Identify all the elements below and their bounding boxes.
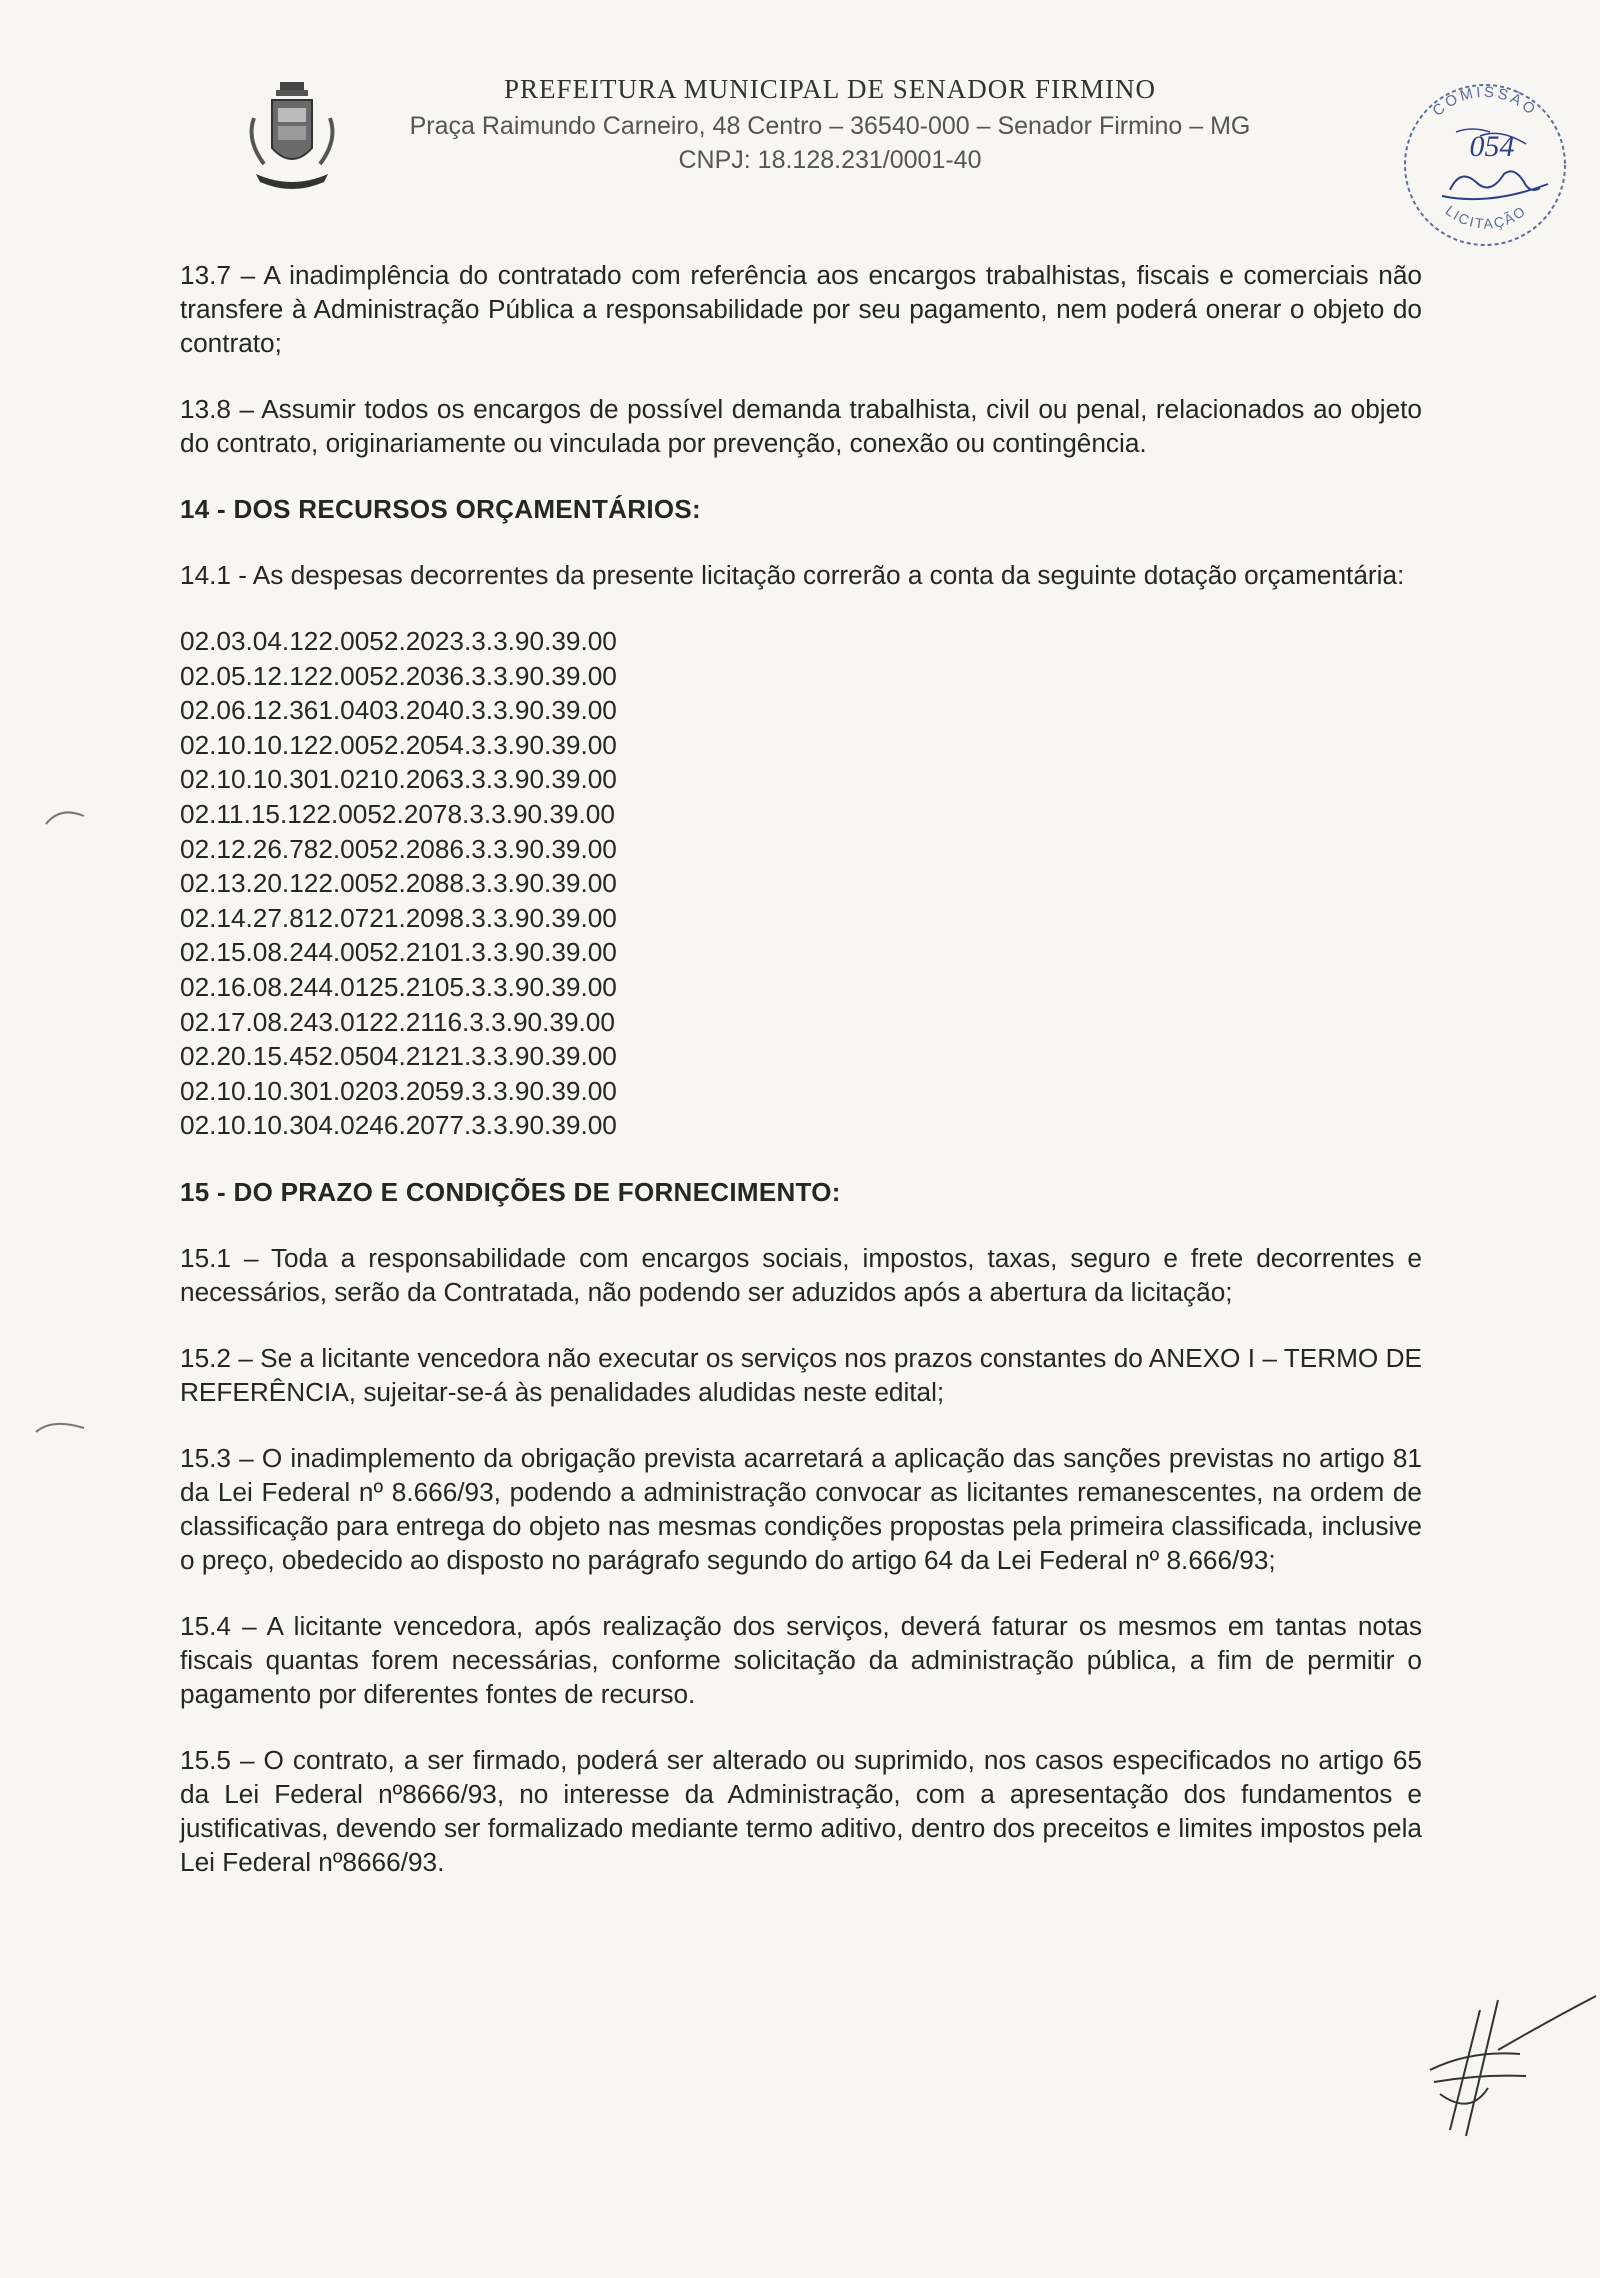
- budget-code: 02.16.08.244.0125.2105.3.3.90.39.00: [180, 971, 617, 1002]
- handwritten-signature: [1410, 1990, 1600, 2140]
- clause-13-7: 13.7 – A inadimplência do contratado com referência aos encargos trabalhistas, fiscais e comerciais não transfere à Administração Pública a responsabilidade por seu pagamento, nem poderá onerar o objeto do contrato;: [180, 260, 1422, 358]
- budget-code: 02.10.10.122.0052.2054.3.3.90.39.00: [180, 729, 617, 760]
- budget-code: 02.06.12.361.0403.2040.3.3.90.39.00: [180, 695, 617, 726]
- budget-code: 02.15.08.244.0052.2101.3.3.90.39.00: [180, 937, 617, 968]
- letterhead-title: PREFEITURA MUNICIPAL DE SENADOR FIRMINO: [503, 74, 1157, 104]
- stamp-top-text: COMISSÃO: [1429, 83, 1541, 120]
- letterhead-cnpj: CNPJ: 18.128.231/0001-40: [678, 146, 982, 174]
- budget-code-list: [180, 624, 1422, 1143]
- svg-text:COMISSÃO: [1429, 84, 1540, 120]
- commission-stamp: [1380, 70, 1590, 250]
- margin-mark: [40, 800, 90, 840]
- budget-code: 02.14.27.812.0721.2098.3.3.90.39.00: [180, 902, 617, 933]
- budget-code: 02.13.20.122.0052.2088.3.3.90.39.00: [180, 868, 617, 899]
- document-body: [180, 258, 1422, 1911]
- section-15-heading: 15 - DO PRAZO E CONDIÇÕES DE FORNECIMENTO:: [180, 1176, 841, 1207]
- budget-code: 02.05.12.122.0052.2036.3.3.90.39.00: [180, 660, 617, 691]
- clause-15-4: 15.4 – A licitante vencedora, após realização dos serviços, deverá faturar os mesmos em tantas notas fiscais quantas forem necessárias, conforme solicitação da administração pública, a fim de permitir o pagamento por diferentes fontes de recurso.: [180, 1610, 1422, 1709]
- budget-code: 02.03.04.122.0052.2023.3.3.90.39.00: [180, 626, 617, 656]
- clause-15-1: 15.1 – Toda a responsabilidade com encargos sociais, impostos, taxas, seguro e frete decorrentes e necessários, serão da Contratada, não podendo ser aduzidos após a abertura da licitação;: [180, 1242, 1422, 1307]
- clause-15-2: 15.2 – Se a licitante vencedora não executar os serviços nos prazos constantes do ANEXO I – TERMO DE REFERÊNCIA, sujeitar-se-á às penalidades aludidas neste edital;: [180, 1342, 1422, 1407]
- clause-14-1: 14.1 - As despesas decorrentes da presente licitação correrão a conta da seguinte dotação orçamentária:: [180, 560, 1405, 590]
- margin-mark: [30, 1412, 90, 1442]
- municipal-crest-icon: [242, 78, 342, 196]
- budget-code: 02.20.15.452.0504.2121.3.3.90.39.00: [180, 1041, 617, 1072]
- letterhead-address: Praça Raimundo Carneiro, 48 Centro – 36540-000 – Senador Firmino – MG: [409, 112, 1251, 140]
- budget-code: 02.10.10.301.0203.2059.3.3.90.39.00: [180, 1075, 617, 1106]
- stamp-number: 054: [1469, 130, 1515, 163]
- letterhead: [330, 74, 1330, 177]
- budget-code: 02.11.15.122.0052.2078.3.3.90.39.00: [180, 798, 615, 829]
- budget-code: 02.10.10.301.0210.2063.3.3.90.39.00: [180, 764, 617, 795]
- budget-code: 02.12.26.782.0052.2086.3.3.90.39.00: [180, 833, 617, 864]
- svg-text:LICITAÇÃO: [1443, 202, 1530, 231]
- budget-code: 02.10.10.304.0246.2077.3.3.90.39.00: [180, 1110, 617, 1141]
- section-14-heading: 14 - DOS RECURSOS ORÇAMENTÁRIOS:: [180, 494, 701, 524]
- clause-13-8: 13.8 – Assumir todos os encargos de possível demanda trabalhista, civil ou penal, relacionados ao objeto do contrato, originariamente ou vinculada por prevenção, conexão ou contingência.: [180, 394, 1422, 458]
- clause-15-3: 15.3 – O inadimplemento da obrigação prevista acarretará a aplicação das sanções previstas no artigo 81 da Lei Federal nº 8.666/93, podendo a administração convocar as licitantes remanescentes, na ordem de classificação para entrega do objeto nas mesmas condições propostas pela primeira classificada, inclusive o preço, obedecido ao disposto no parágrafo segundo do artigo 64 da Lei Federal nº 8.666/93;: [180, 1442, 1422, 1575]
- budget-code: 02.17.08.243.0122.2116.3.3.90.39.00: [180, 1006, 615, 1037]
- stamp-bottom-text: LICITAÇÃO: [1442, 202, 1530, 232]
- clause-15-5: 15.5 – O contrato, a ser firmado, poderá ser alterado ou suprimido, nos casos especificados no artigo 65 da Lei Federal nº8666/93, no interesse da Administração, com a apresentação dos fundamentos e justificativas, devendo ser formalizado mediante termo aditivo, dentro dos preceitos e limites impostos pela Lei Federal nº8666/93.: [180, 1744, 1422, 1877]
